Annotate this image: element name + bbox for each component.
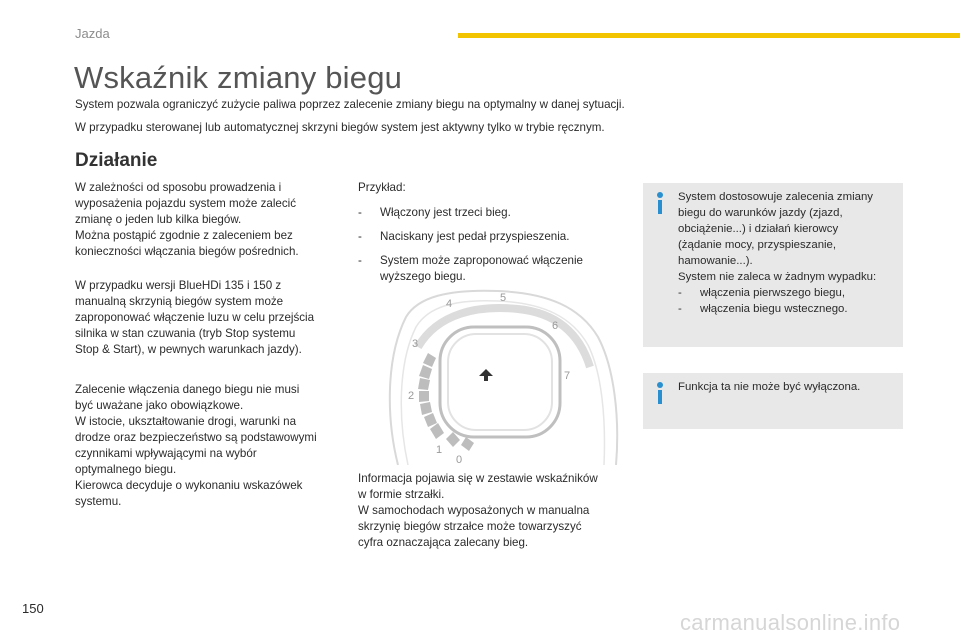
example-item-text: Włączony jest trzeci bieg. bbox=[380, 206, 511, 219]
gauge-number-4: 4 bbox=[446, 298, 453, 310]
watermark: carmanualsonline.info bbox=[680, 610, 901, 635]
info-icon bbox=[655, 192, 665, 214]
display-note: Informacja pojawia się w zestawie wskaźników w formie strzałki. W samochodach wyposażonych w manualna skrzynię biegów strzałce może towarzyszyć cyfra oznaczająca zalecany bieg. bbox=[358, 472, 598, 549]
info-box-text: Funkcja ta nie może być wyłączona. bbox=[678, 381, 861, 393]
gauge-number-6: 6 bbox=[552, 320, 559, 332]
intro-line-2: W przypadku sterowanej lub automatycznej skrzyni biegów system jest aktywny tylko w trybie ręcznym. bbox=[75, 121, 605, 134]
paragraph-recommendation: W zależności od sposobu prowadzenia i wyposażenia pojazdu system może zalecić zmianę o jeden lub kilka biegów. Można postąpić zgodnie z zaleceniem bez konieczności włączania biegów pośrednich. bbox=[75, 181, 299, 258]
info-box-text: System dostosowuje zalecenia zmiany biegu do warunków jazdy (zjazd, obciążenie...) i działań kierowcy (żądanie mocy, przyspieszanie, hamowanie...). System nie zaleca w żadnym wypadku: bbox=[678, 191, 877, 283]
header-accent-bar bbox=[458, 33, 960, 38]
paragraph-bluehdi: W przypadku wersji BlueHDi 135 i 150 z manualną skrzynią biegów system może zaproponować włączenie luzu w celu przejścia silnika w stan czuwania (tryb Stop systemu Stop & Start), w pewnych warunkach jazdy). bbox=[75, 279, 315, 356]
intro-line-1: System pozwala ograniczyć zużycie paliwa poprzez zalecenie zmiany biegu na optymalny w danej sytuacji. bbox=[75, 98, 625, 111]
info-icon bbox=[655, 382, 665, 404]
gauge-number-5: 5 bbox=[500, 292, 507, 304]
info-box-cannot-disable bbox=[643, 373, 903, 429]
gear-indicator-illustration bbox=[358, 287, 624, 465]
example-label: Przykład: bbox=[358, 181, 406, 194]
list-dash: - bbox=[358, 206, 362, 219]
example-item-text: Naciskany jest pedał przyspieszenia. bbox=[380, 230, 570, 243]
info-box-content bbox=[678, 189, 900, 317]
page-title: Wskaźnik zmiany biegu bbox=[74, 60, 403, 95]
gauge-number-1: 1 bbox=[436, 444, 443, 456]
section-label: Jazda bbox=[75, 26, 110, 41]
gauge-number-2: 2 bbox=[408, 390, 415, 402]
example-item bbox=[358, 229, 623, 245]
info-list-item bbox=[678, 301, 900, 317]
paragraph-optional: Zalecenie włączenia danego biegu nie musi być uważane jako obowiązkowe. W istocie, ukształtowanie drogi, warunki na drodze oraz bezpieczeństwo są podstawowymi czynnikami wpływającymi na wybór optymalnego biegu. Kierowca decyduje o wykonaniu wskazówek systemu. bbox=[75, 383, 317, 508]
gauge-number-3: 3 bbox=[412, 338, 419, 350]
info-list-item bbox=[678, 285, 900, 301]
example-item-text: System może zaproponować włączenie wyższego biegu. bbox=[380, 254, 583, 283]
page-number: 150 bbox=[22, 601, 44, 616]
list-dash: - bbox=[678, 287, 682, 299]
example-item bbox=[358, 205, 623, 221]
info-list-text: włączenia pierwszego biegu, bbox=[700, 287, 845, 299]
example-item bbox=[358, 253, 623, 285]
list-dash: - bbox=[678, 303, 682, 315]
list-dash: - bbox=[358, 254, 362, 267]
section-heading: Działanie bbox=[75, 150, 158, 171]
gauge-number-0: 0 bbox=[456, 454, 463, 465]
info-box-adaptation bbox=[643, 183, 903, 347]
info-list-text: włączenia biegu wstecznego. bbox=[700, 303, 848, 315]
example-list bbox=[358, 205, 623, 285]
list-dash: - bbox=[358, 230, 362, 243]
gauge-number-7: 7 bbox=[564, 370, 571, 382]
